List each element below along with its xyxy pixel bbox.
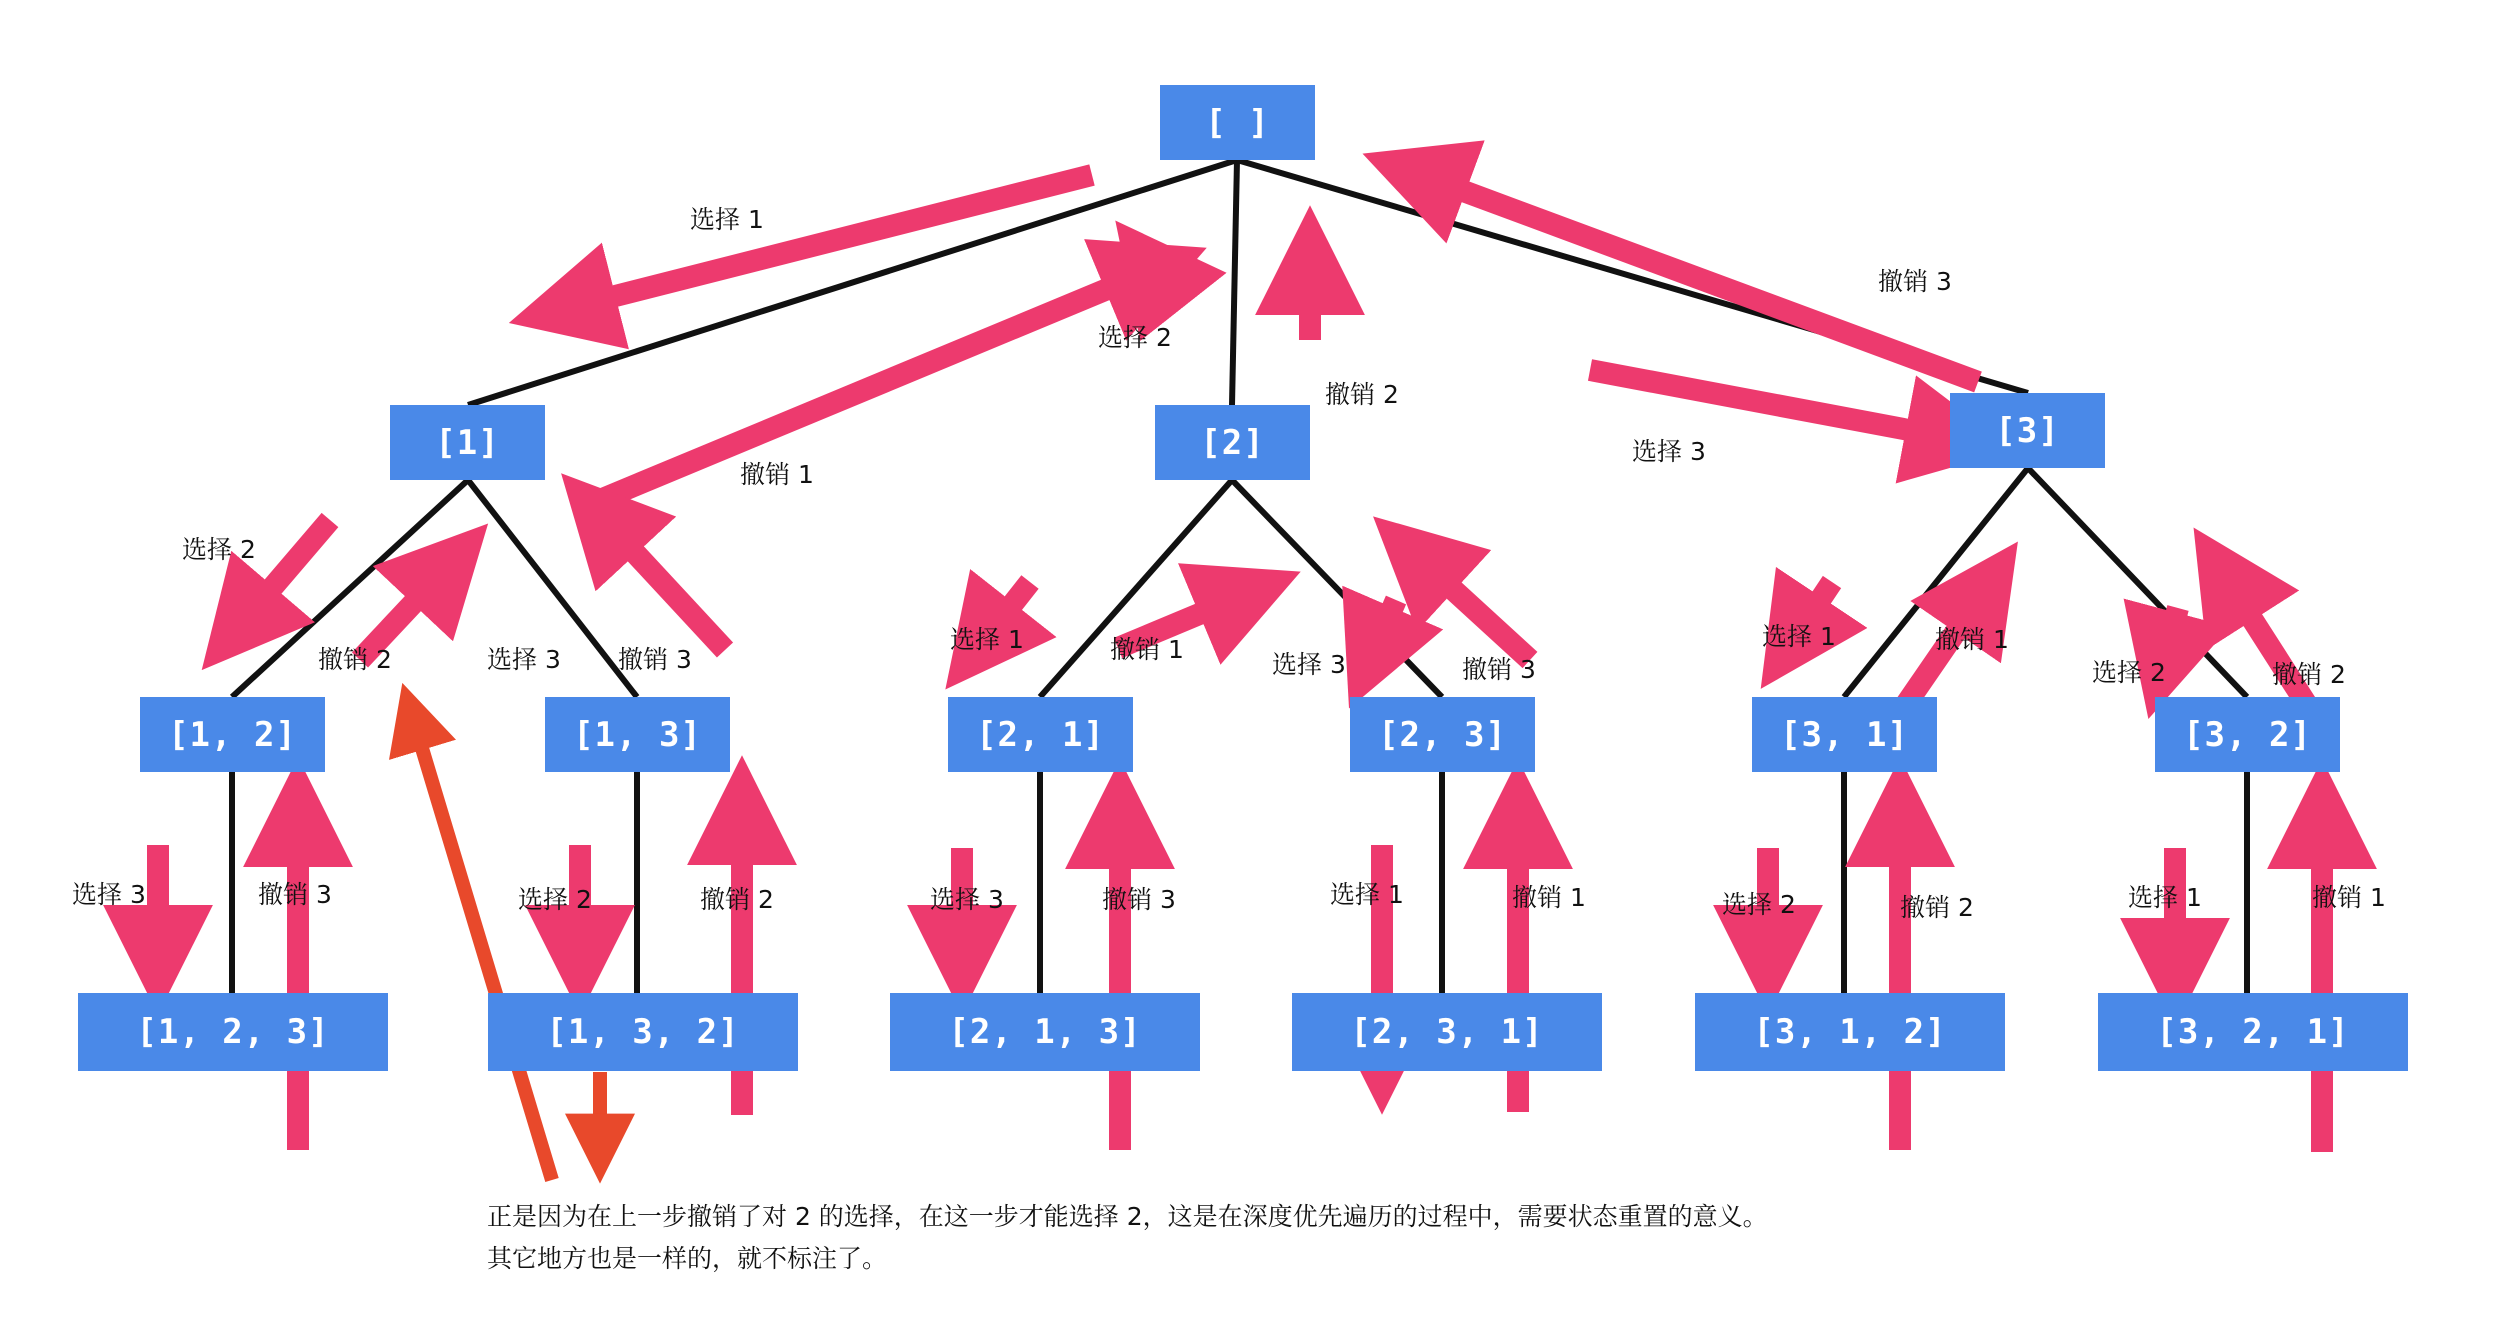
edge-label: 撤销 1	[2312, 883, 2386, 912]
tree-node: [ ]	[1160, 85, 1315, 160]
edge-label: 撤销 2	[2272, 660, 2346, 689]
tree-node: [3, 1, 2]	[1695, 993, 2005, 1071]
tree-node: [2, 1, 3]	[890, 993, 1200, 1071]
tree-node: [1, 3]	[545, 697, 730, 772]
edge-label: 选择 1	[690, 205, 764, 234]
tree-node: [3]	[1950, 393, 2105, 468]
edge-label: 选择 3	[487, 645, 561, 674]
tree-node: [3, 1]	[1752, 697, 1937, 772]
edge-label: 撤销 3	[258, 880, 332, 909]
edge-label: 撤销 2	[1325, 380, 1399, 409]
annotation-note-line-2: 其它地方也是一样的，就不标注了。	[487, 1244, 888, 1273]
tree-node: [2, 3]	[1350, 697, 1535, 772]
edge-label: 选择 2	[1722, 890, 1796, 919]
edge-label: 撤销 1	[740, 460, 814, 489]
tree-node: [2]	[1155, 405, 1310, 480]
edge-label: 撤销 1	[1512, 883, 1586, 912]
edge-label: 撤销 1	[1110, 635, 1184, 664]
edge-label: 选择 3	[1272, 650, 1346, 679]
tree-node: [2, 1]	[948, 697, 1133, 772]
edge-label: 撤销 3	[1102, 885, 1176, 914]
arrow-choose-3	[1590, 370, 1962, 440]
edge-label: 撤销 2	[1900, 893, 1974, 922]
edge-label: 撤销 1	[1935, 625, 2009, 654]
edge-label: 选择 3	[72, 880, 146, 909]
arrow-undo-1	[600, 268, 1158, 500]
edge-label: 撤销 3	[1462, 655, 1536, 684]
edge-label: 选择 3	[930, 885, 1004, 914]
edge-label: 撤销 3	[1878, 267, 1952, 296]
tree-node: [1, 2]	[140, 697, 325, 772]
tree-node: [3, 2, 1]	[2098, 993, 2408, 1071]
edge-label: 选择 1	[1762, 622, 1836, 651]
arrow-1-undo-3	[597, 512, 725, 650]
tree-node: [1, 2, 3]	[78, 993, 388, 1071]
edge-label: 选择 2	[2092, 658, 2166, 687]
edge-label: 撤销 2	[700, 885, 774, 914]
arrow-2-choose-3	[1370, 600, 1396, 660]
edge-label: 选择 1	[950, 625, 1024, 654]
tree-node: [1, 3, 2]	[488, 993, 798, 1071]
edge-label: 选择 2	[518, 885, 592, 914]
tree-node: [3, 2]	[2155, 697, 2340, 772]
edge-label: 撤销 2	[318, 645, 392, 674]
arrow-choose-2	[1148, 262, 1178, 300]
tree-node: [2, 3, 1]	[1292, 993, 1602, 1071]
tree-node: [1]	[390, 405, 545, 480]
annotation-note-line-1: 正是因为在上一步撤销了对 2 的选择，在这一步才能选择 2，这是在深度优先遍历的过程中，需要状态重置的意义。	[487, 1202, 1768, 1231]
edge-label: 选择 1	[1330, 880, 1404, 909]
edge-label: 撤销 3	[618, 645, 692, 674]
edge-label: 选择 2	[182, 535, 256, 564]
edge-label: 选择 3	[1632, 437, 1706, 466]
edge-label: 选择 1	[2128, 883, 2202, 912]
edge-label: 选择 2	[1098, 323, 1172, 352]
arrow-2-undo-3	[1412, 552, 1530, 660]
